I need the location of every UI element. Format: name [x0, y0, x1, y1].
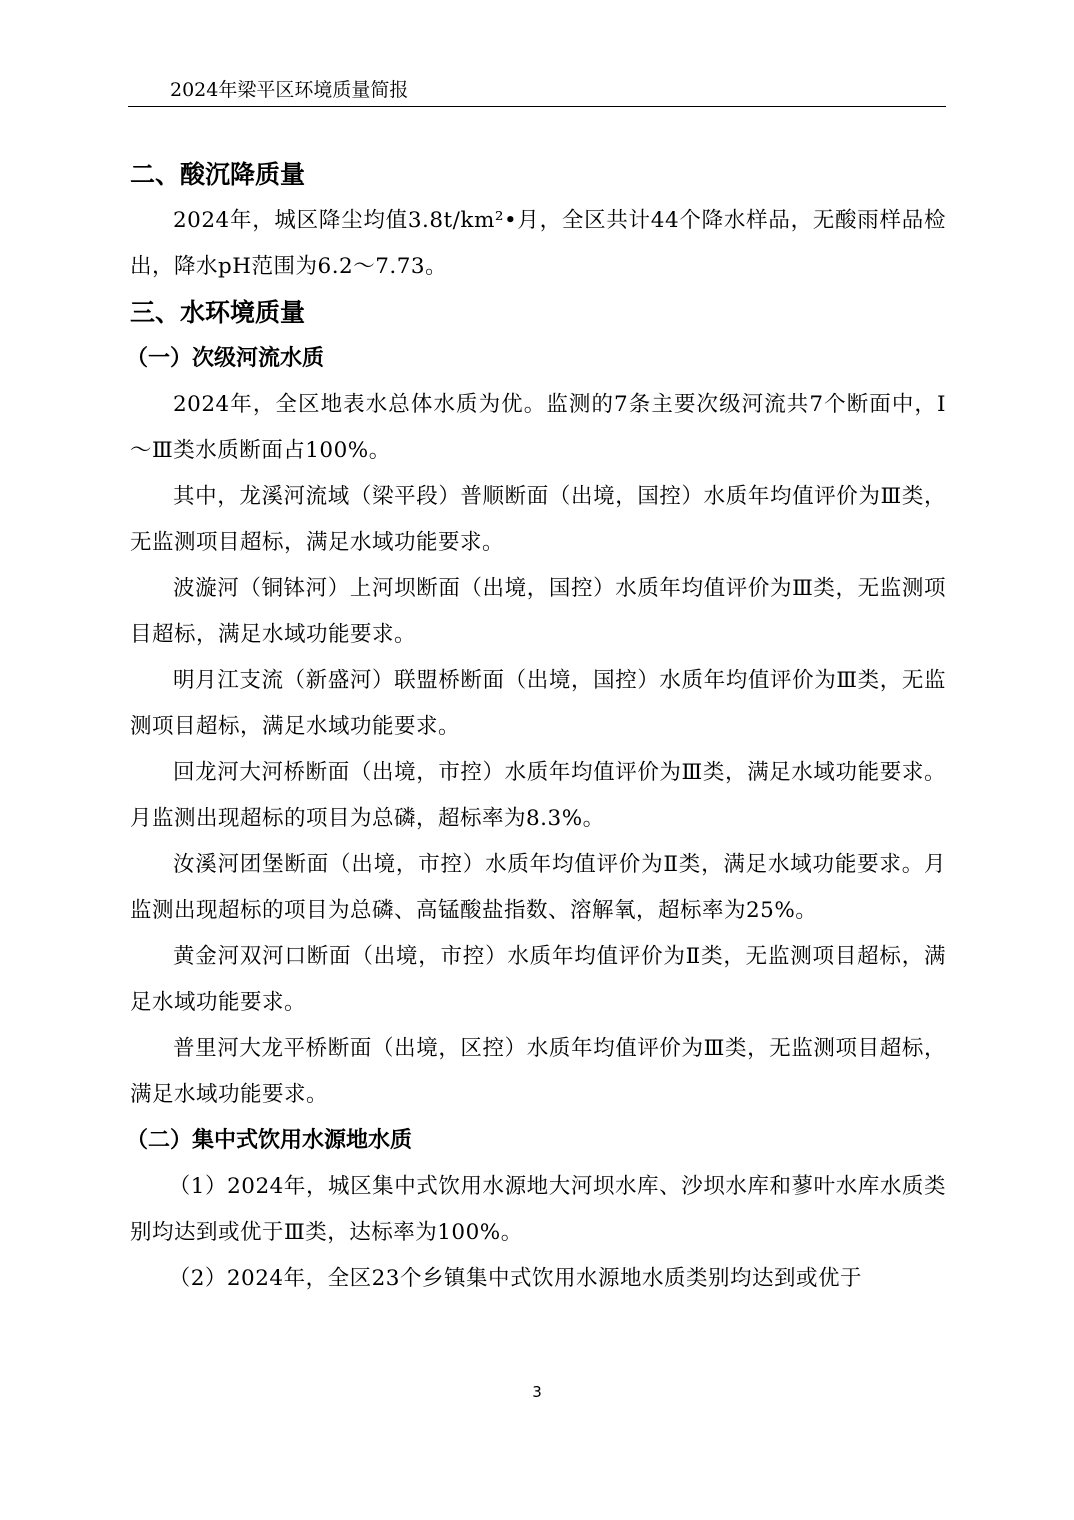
paragraph-longxi-river: 其中，龙溪河流域（梁平段）普顺断面（出境，国控）水质年均值评价为Ⅲ类，无监测项目超标，满足水域功能要求。 [130, 484, 946, 555]
page-number: 3 [532, 1383, 542, 1401]
paragraph-river-summary: 2024年，全区地表水总体水质为优。监测的7条主要次级河流共7个断面中，Ⅰ～Ⅲ类水质断面占100%。 [130, 392, 946, 463]
paragraph-puli-river: 普里河大龙平桥断面（出境，区控）水质年均值评价为Ⅲ类，无监测项目超标，满足水域功能要求。 [130, 1036, 946, 1107]
paragraph-acid-deposition: 2024年，城区降尘均值3.8t/km²•月，全区共计44个降水样品，无酸雨样品检出，降水pH范围为6.2～7.73。 [130, 208, 946, 279]
paragraph-ruxi-river: 汝溪河团堡断面（出境，市控）水质年均值评价为Ⅱ类，满足水域功能要求。月监测出现超标的项目为总磷、高锰酸盐指数、溶解氧，超标率为25%。 [130, 852, 946, 923]
header-title: 2024年梁平区环境质量简报 [170, 79, 409, 101]
subsection-heading-drinking-water-sources: （二）集中式饮用水源地水质 [126, 1128, 413, 1153]
subsection-heading-secondary-rivers: （一）次级河流水质 [126, 346, 325, 371]
paragraph-urban-drinking-water: （1）2024年，城区集中式饮用水源地大河坝水库、沙坝水库和蓼叶水库水质类别均达到或优于Ⅲ类，达标率为100%。 [130, 1174, 946, 1245]
section-heading-water-environment: 三、水环境质量 [130, 298, 306, 327]
paragraph-huangjin-river: 黄金河双河口断面（出境，市控）水质年均值评价为Ⅱ类，无监测项目超标，满足水域功能要求。 [130, 944, 946, 1015]
paragraph-town-drinking-water: （2）2024年，全区23个乡镇集中式饮用水源地水质类别均达到或优于 [168, 1266, 862, 1291]
paragraph-mingyue-river: 明月江支流（新盛河）联盟桥断面（出境，国控）水质年均值评价为Ⅲ类，无监测项目超标，满足水域功能要求。 [130, 668, 946, 739]
page-header [128, 72, 946, 107]
document-body [126, 152, 946, 1302]
paragraph-huilong-river: 回龙河大河桥断面（出境，市控）水质年均值评价为Ⅲ类，满足水域功能要求。月监测出现超标的项目为总磷，超标率为8.3%。 [130, 760, 946, 831]
paragraph-boxuan-river: 波漩河（铜钵河）上河坝断面（出境，国控）水质年均值评价为Ⅲ类，无监测项目超标，满足水域功能要求。 [130, 576, 946, 647]
section-heading-acid-deposition: 二、酸沉降质量 [130, 160, 306, 189]
